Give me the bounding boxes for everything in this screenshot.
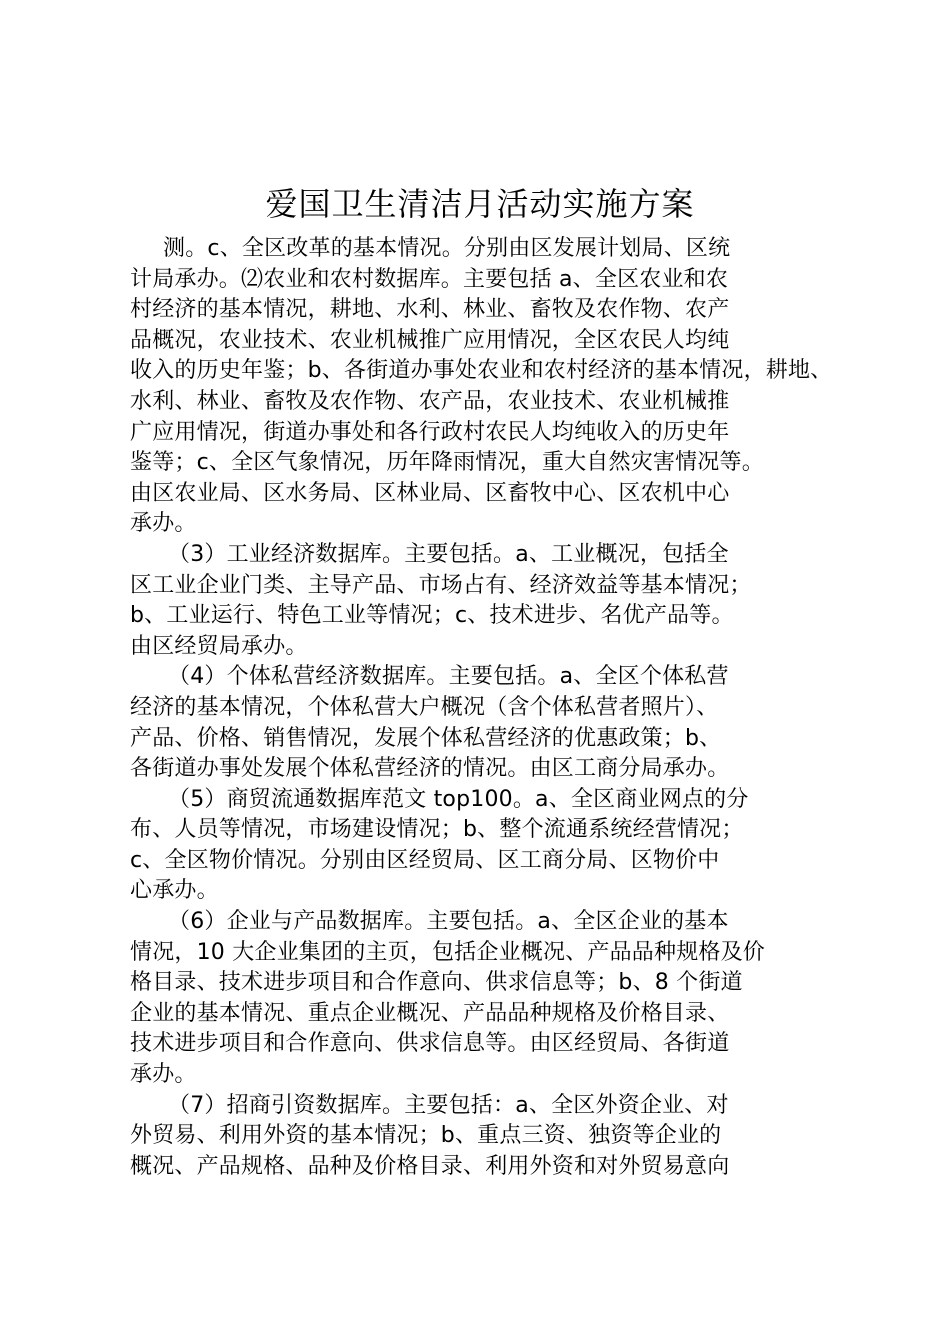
text-line: （3）工业经济数据库。主要包括。a、工业概况，包括全 <box>168 541 729 567</box>
text-line: 鉴等；c、全区气象情况，历年降雨情况，重大自然灾害情况等。 <box>130 450 764 476</box>
text-line: 经济的基本情况，个体私营大户概况（含个体私营者照片）、 <box>130 694 719 720</box>
text-line: （7）招商引资数据库。主要包括：a、全区外资企业、对 <box>168 1092 729 1118</box>
text-line: 心承办。 <box>130 878 219 904</box>
text-line: c、全区物价情况。分别由区经贸局、区工商分局、区物价中 <box>130 847 720 873</box>
text-line: 由区经贸局承办。 <box>130 633 308 659</box>
text-line: 承办。 <box>130 1062 197 1088</box>
text-line: （4）个体私营经济数据库。主要包括。a、全区个体私营 <box>168 664 729 690</box>
text-line: （5）商贸流通数据库范文 top100。a、全区商业网点的分 <box>168 786 749 812</box>
text-line: （6）企业与产品数据库。主要包括。a、全区企业的基本 <box>168 909 729 935</box>
text-line: 计局承办。⑵农业和农村数据库。主要包括 a、全区农业和农 <box>130 266 729 292</box>
text-line: 布、人员等情况，市场建设情况；b、整个流通系统经营情况； <box>130 817 744 843</box>
text-line: 测。c、全区改革的基本情况。分别由区发展计划局、区统 <box>163 236 731 261</box>
text-line: 收入的历史年鉴；b、各街道办事处农业和农村经济的基本情况，耕地、 <box>130 358 833 384</box>
text-line: 企业的基本情况、重点企业概况、产品品种规格及价格目录、 <box>130 1000 730 1026</box>
text-line: 水利、林业、畜牧及农作物、农产品，农业技术、农业机械推 <box>130 388 730 414</box>
text-line: 由区农业局、区水务局、区林业局、区畜牧中心、区农机中心 <box>130 480 730 506</box>
text-line: 村经济的基本情况，耕地、水利、林业、畜牧及农作物、农产 <box>130 297 730 323</box>
text-line: b、工业运行、特色工业等情况；c、技术进步、名优产品等。 <box>130 603 734 629</box>
text-line: 技术进步项目和合作意向、供求信息等。由区经贸局、各街道 <box>130 1031 730 1057</box>
text-line: 广应用情况，街道办事处和各行政村农民人均纯收入的历史年 <box>130 419 730 445</box>
text-line: 格目录、技术进步项目和合作意向、供求信息等；b、8 个街道 <box>130 970 743 996</box>
text-line: 各街道办事处发展个体私营经济的情况。由区工商分局承办。 <box>130 756 730 782</box>
text-line: 区工业企业门类、主导产品、市场占有、经济效益等基本情况； <box>130 572 752 598</box>
text-line: 外贸易、利用外资的基本情况；b、重点三资、独资等企业的 <box>130 1123 722 1149</box>
text-line: 承办。 <box>130 511 197 537</box>
text-line: 情况，10 大企业集团的主页，包括企业概况、产品品种规格及价 <box>130 939 765 965</box>
text-line: 概况、产品规格、品种及价格目录、利用外资和对外贸易意向 <box>130 1153 730 1179</box>
document-title: 爱国卫生清洁月活动实施方案 <box>265 185 695 223</box>
text-line: 产品、价格、销售情况，发展个体私营经济的优惠政策；b、 <box>130 725 722 751</box>
text-line: 品概况，农业技术、农业机械推广应用情况，全区农民人均纯 <box>130 327 730 353</box>
document-body <box>130 234 850 1182</box>
